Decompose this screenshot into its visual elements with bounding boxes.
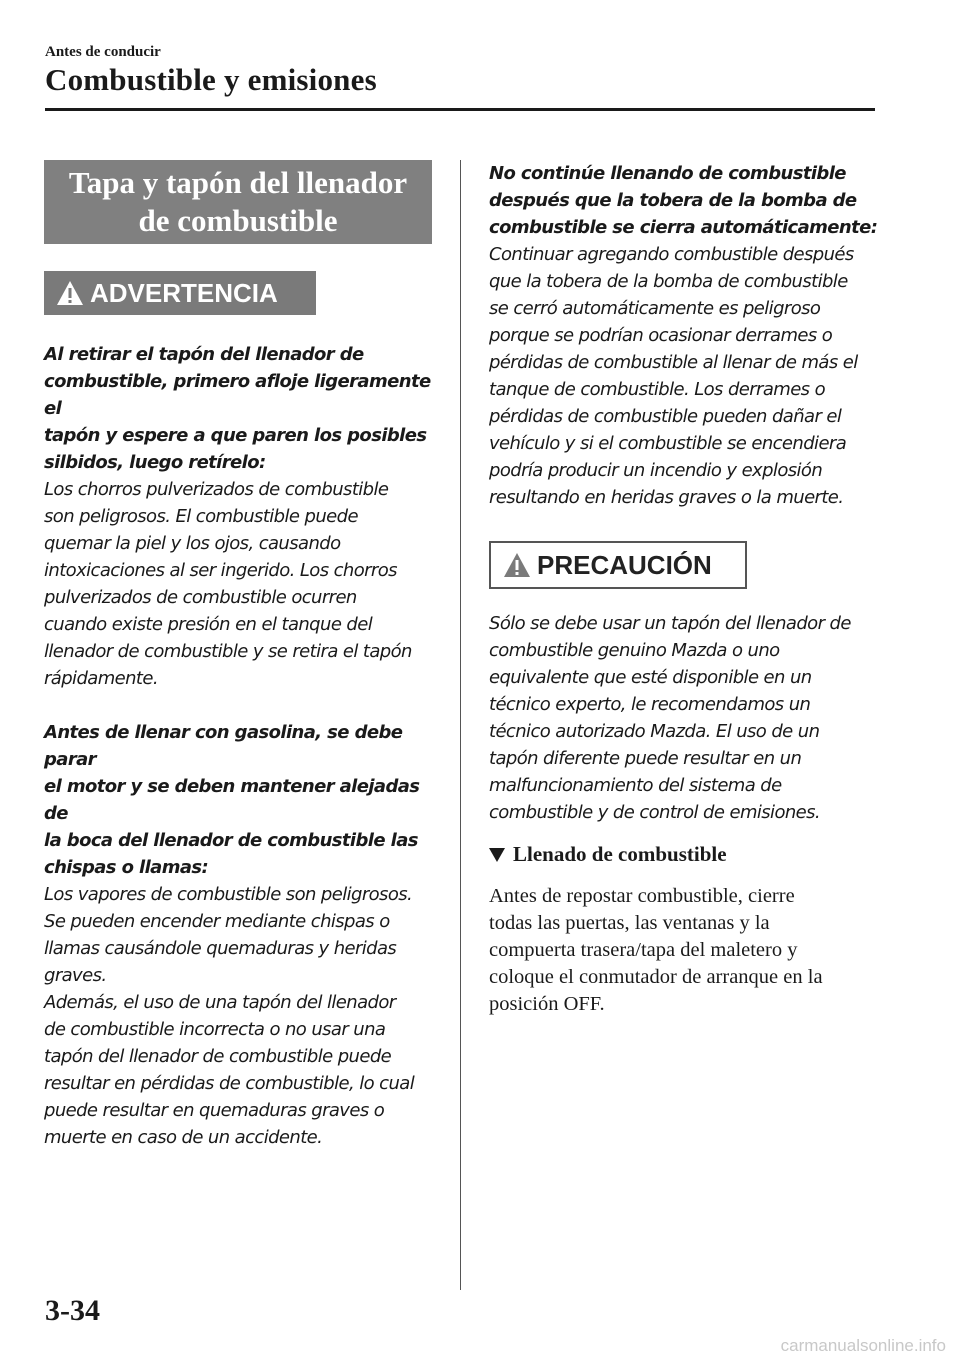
text-line: pérdidas de combustible al llenar de más el <box>489 352 858 373</box>
text-line: llenador de combustible y se retira el tapón <box>44 641 412 662</box>
subheading-text: Llenado de combustible <box>513 842 727 866</box>
warning-body-paragraph <box>44 881 432 1151</box>
text-line: resultar en pérdidas de combustible, lo cual <box>44 1073 415 1094</box>
warning-label-text: ADVERTENCIA <box>90 277 278 308</box>
text-line: puede resultar en quemaduras graves o <box>44 1100 385 1121</box>
text-line: muerte en caso de un accidente. <box>44 1127 323 1148</box>
running-head-chapter: Antes de conducir <box>45 44 161 60</box>
text-line: combustible genuino Mazda o uno <box>489 640 780 661</box>
section-title-line-1: Tapa y tapón del llenador <box>68 165 408 200</box>
text-line: podría producir un incendio y explosión <box>489 460 823 481</box>
text-line: Los vapores de combustible son peligrosos. <box>44 884 413 905</box>
text-line: compuerta trasera/tapa del maletero y <box>489 939 798 961</box>
text-line: chispas o llamas: <box>44 857 209 878</box>
text-line: combustible se cierra automáticamente: <box>489 217 878 238</box>
text-line: Antes de llenar con gasolina, se debe parar <box>44 722 403 770</box>
text-line: que la tobera de la bomba de combustible <box>489 271 848 292</box>
page-number: 3-34 <box>45 1294 100 1327</box>
text-line: Antes de repostar combustible, cierre <box>489 885 795 907</box>
section-title-line-2: de combustible <box>138 203 338 238</box>
warning-heading-paragraph <box>44 341 432 476</box>
text-line: tapón del llenador de combustible puede <box>44 1046 392 1067</box>
text-line: combustible y de control de emisiones. <box>489 802 821 823</box>
caution-label <box>489 541 747 589</box>
text-line: No continúe llenando de combustible <box>489 163 846 184</box>
text-line: Continuar agregando combustible después <box>489 244 854 265</box>
text-line: malfuncionamiento del sistema de <box>489 775 782 796</box>
header-rule <box>45 108 875 111</box>
fuel-filling-body <box>489 883 881 1018</box>
text-line: de combustible incorrecta o no usar una <box>44 1019 386 1040</box>
watermark: carmanualsonline.info <box>780 1336 946 1355</box>
section-title-banner <box>44 160 432 244</box>
caution-triangle-icon <box>503 552 531 578</box>
warning-continued-heading <box>489 160 881 241</box>
text-line: Sólo se debe usar un tapón del llenador de <box>489 613 851 634</box>
column-divider <box>460 160 461 1290</box>
caution-label-wrap <box>489 541 881 589</box>
text-line: la boca del llenador de combustible las <box>44 830 418 851</box>
text-line: tapón y espere a que paren los posibles <box>44 425 427 446</box>
text-line: coloque el conmutador de arranque en la <box>489 966 823 988</box>
text-line: pulverizados de combustible ocurren <box>44 587 357 608</box>
left-column <box>44 160 432 1151</box>
text-line: tapón diferente puede resultar en un <box>489 748 802 769</box>
text-line: rápidamente. <box>44 668 158 689</box>
text-line: técnico experto, le recomendamos un <box>489 694 811 715</box>
text-line: técnico autorizado Mazda. El uso de un <box>489 721 820 742</box>
text-line: llamas causándole quemaduras y heridas <box>44 938 397 959</box>
triangle-down-icon <box>489 848 505 862</box>
text-line: todas las puertas, las ventanas y la <box>489 912 770 934</box>
text-line: vehículo y si el combustible se encendiera <box>489 433 847 454</box>
text-line: graves. <box>44 965 107 986</box>
text-line: pérdidas de combustible pueden dañar el <box>489 406 842 427</box>
text-line: resultando en heridas graves o la muerte. <box>489 487 844 508</box>
warning-triangle-icon <box>56 280 84 306</box>
text-line: son peligrosos. El combustible puede <box>44 506 358 527</box>
text-line: quemar la piel y los ojos, causando <box>44 533 341 554</box>
warning-heading-paragraph <box>44 719 432 881</box>
text-line: Se pueden encender mediante chispas o <box>44 911 390 932</box>
text-line: se cerró automáticamente es peligroso <box>489 298 821 319</box>
caution-label-text: PRECAUCIÓN <box>537 549 712 580</box>
warning-text-block <box>44 341 432 1151</box>
warning-continued-body <box>489 241 881 511</box>
caution-body <box>489 610 881 826</box>
text-line: cuando existe presión en el tanque del <box>44 614 373 635</box>
text-line: Además, el uso de una tapón del llenador <box>44 992 396 1013</box>
text-line: Al retirar el tapón del llenador de <box>44 344 364 365</box>
subheading-fuel-filling <box>489 842 881 867</box>
text-line: Los chorros pulverizados de combustible <box>44 479 389 500</box>
right-column <box>489 160 881 1018</box>
text-line: equivalente que esté disponible en un <box>489 667 812 688</box>
text-line: intoxicaciones al ser ingerido. Los chorros <box>44 560 397 581</box>
text-line: después que la tobera de la bomba de <box>489 190 857 211</box>
text-line: posición OFF. <box>489 993 605 1015</box>
warning-body-paragraph <box>44 476 432 692</box>
text-line: combustible, primero afloje ligeramente el <box>44 371 431 419</box>
text-line: tanque de combustible. Los derrames o <box>489 379 825 400</box>
text-line: el motor y se deben mantener alejadas de <box>44 776 420 824</box>
text-line: porque se podrían ocasionar derrames o <box>489 325 833 346</box>
warning-label <box>44 271 316 315</box>
text-line: silbidos, luego retírelo: <box>44 452 266 473</box>
warning-label-wrap <box>44 271 432 315</box>
page-header-title: Combustible y emisiones <box>45 62 377 97</box>
